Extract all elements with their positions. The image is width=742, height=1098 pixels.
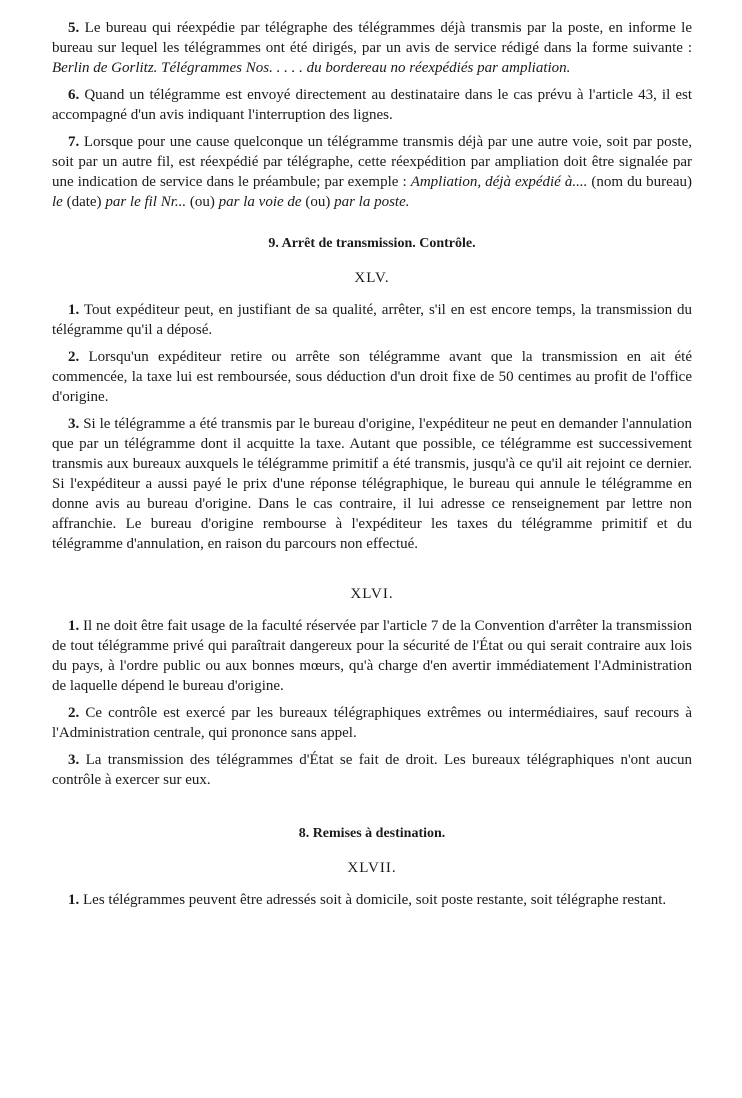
paragraph-number: 1. (68, 618, 80, 634)
paragraph-text: Lorsque pour une cause quelconque un télégramme transmis déjà par une autre voie, soit par poste, soit par un autre fil, est réexpédié par télégraphe, cette réexpédition par ampliation doit être signalée par une indication de service dans le préambule; par exemple : (52, 134, 693, 190)
paragraph-text: Ce contrôle est exercé par les bureaux télégraphiques extrêmes ou intermédiaires, sauf recours à l'Administration centrale, qui prononce sans appel. (52, 705, 692, 741)
paragraph-italic-text: par la poste. (334, 194, 410, 210)
paragraph-3 (52, 750, 692, 790)
paragraph-text: Le bureau qui réexpédie par télégraphe des télégrammes déjà transmis par la poste, en informe le bureau sur lequel les télégrammes ont été dirigés, par un avis de service rédigé dans la forme suivante : (52, 20, 692, 56)
paragraph-number: 1. (68, 892, 80, 908)
paragraph-italic-text: par le fil Nr... (105, 194, 187, 210)
section-heading: 9. Arrêt de transmission. Contrôle. (268, 236, 476, 251)
paragraph-text: Lorsqu'un expéditeur retire ou arrête son télégramme avant que la transmission en ait été commencée, la taxe lui est remboursée, sous déduction d'un droit fixe de 50 centimes au profit de l'office d'origine. (52, 349, 693, 405)
section-heading: 8. Remises à destination. (298, 826, 446, 841)
paragraph-text: (ou) (301, 194, 335, 210)
document-page (52, 18, 692, 917)
paragraph-text: Il ne doit être fait usage de la faculté réservée par l'article 7 de la Convention d'arrêter la transmission de tout télégramme privé qui paraîtrait dangereux pour la sécurité de l'État ou qui serait contraire aux lois du pays, à l'ordre public ou aux bonnes mœurs, qu'à charge d'en avertir immédiatement l'Administration de laquelle dépend le bureau d'origine. (52, 618, 693, 694)
paragraph-text: Si le télégramme a été transmis par le bureau d'origine, l'expéditeur ne peut en demander l'annulation que par un télégramme dont il acquitte la taxe. Autant que possible, ce télégramme est successivement transmis aux bureaux auxquels le télégramme primitif a été transmis, jusqu'à ce qu'il ait rejoint ce dernier. Si l'expéditeur a aussi payé le prix d'une réponse télégraphique, le bureau qui annule le télégramme en donne avis au bureau d'origine. Dans le cas contraire, il lui adresse ce renseignement par lettre non affranchie. Le bureau d'origine rembourse à l'expéditeur les taxes du télégramme primitif et du télégramme d'annulation, en raison du parcours non effectué. (52, 416, 693, 552)
paragraph-2 (52, 703, 692, 743)
paragraph-number: 2. (68, 349, 80, 365)
paragraph-1 (52, 300, 692, 340)
paragraph-italic-text: par la voie de (218, 194, 302, 210)
paragraph-7 (52, 132, 692, 212)
paragraph-text: Les télégrammes peuvent être adressés soit à domicile, soit poste restante, soit télégraphe restant. (83, 892, 667, 908)
paragraph-text: (ou) (186, 194, 219, 210)
paragraph-2 (52, 347, 692, 407)
paragraph-italic-text: Ampliation, déjà expédié à.... (410, 174, 588, 190)
paragraph-text: (nom du bureau) (587, 174, 692, 190)
paragraph-number: 7. (68, 134, 80, 150)
article-heading: XLVI. (350, 586, 394, 602)
paragraph-italic-text: Berlin de Gorlitz. Télégrammes Nos. . . . . du bordereau no réexpédiés par ampliation. (52, 60, 571, 76)
paragraph-text: Quand un télégramme est envoyé directement au destinataire dans le cas prévu à l'article 43, il est accompagné d'un avis indiquant l'interruption des lignes. (52, 87, 692, 123)
paragraph-number: 5. (68, 20, 80, 36)
paragraph-5 (52, 18, 692, 78)
paragraph-number: 6. (68, 87, 80, 103)
paragraph-text: Tout expéditeur peut, en justifiant de sa qualité, arrêter, s'il en est encore temps, la transmission du télégramme qu'il a déposé. (52, 302, 693, 338)
article-heading: XLVII. (347, 860, 397, 876)
paragraph-number: 3. (68, 752, 80, 768)
paragraph-number: 1. (68, 302, 80, 318)
paragraph-6 (52, 85, 692, 125)
paragraph-3 (52, 414, 692, 554)
paragraph-text: (date) (62, 194, 106, 210)
paragraph-number: 2. (68, 705, 80, 721)
article-heading: XLV. (354, 270, 390, 286)
paragraph-1 (52, 616, 692, 696)
paragraph-1 (52, 890, 692, 910)
paragraph-text: La transmission des télégrammes d'État se fait de droit. Les bureaux télégraphiques n'ont aucun contrôle à exercer sur eux. (52, 752, 693, 788)
paragraph-number: 3. (68, 416, 80, 432)
paragraph-italic-text: le (52, 194, 63, 210)
